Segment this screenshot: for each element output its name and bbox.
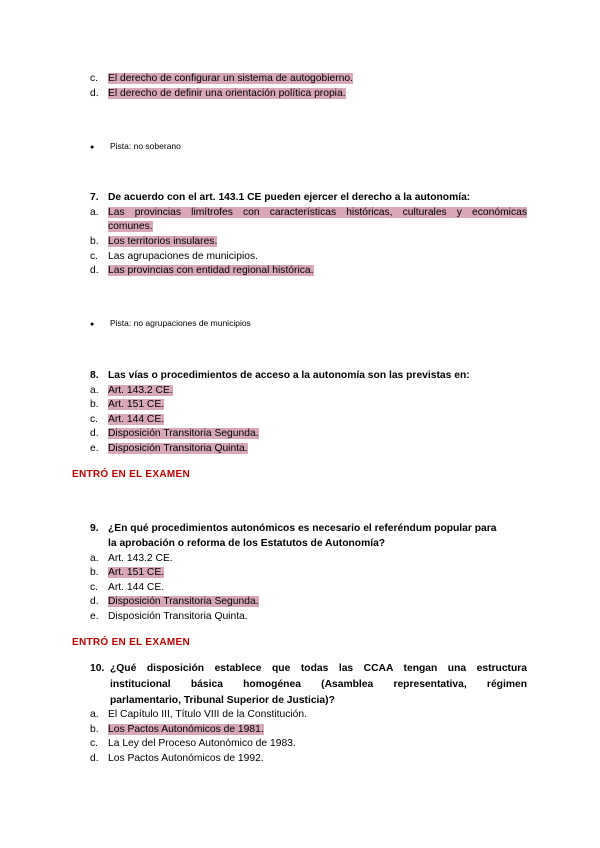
- option-text: El derecho de configurar un sistema de autogobierno.: [108, 73, 353, 84]
- option-letter: b.: [90, 399, 99, 410]
- question-text-line1: ¿Qué disposición establece que todas las CCAA tengan una estructura: [110, 663, 527, 674]
- question-text-line3: parlamentario, Tribunal Superior de Justicia)?: [110, 695, 335, 706]
- q7-option-d: [90, 264, 314, 278]
- option-letter: e.: [90, 443, 99, 454]
- option-text: Art. 151 CE.: [108, 567, 165, 578]
- option-letter: c.: [90, 414, 99, 425]
- question-number: 9.: [90, 523, 99, 534]
- option-text-line2: comunes.: [108, 221, 153, 232]
- q9-question-cont: [108, 536, 385, 551]
- bullet-icon: ●: [90, 144, 95, 151]
- question-number: 8.: [90, 370, 99, 381]
- option-letter: a.: [90, 385, 99, 396]
- option-text: Las agrupaciones de municipios.: [108, 251, 258, 262]
- option-text: Art. 143.2 CE.: [108, 553, 173, 564]
- option-text: Las provincias con entidad regional histórica.: [108, 265, 314, 276]
- q10-option-c: [90, 737, 296, 751]
- exam-note: ENTRÓ EN EL EXAMEN: [72, 469, 191, 480]
- q6-option-c: [90, 72, 353, 86]
- q8-option-d: [90, 427, 259, 441]
- option-text: Art. 144 CE.: [108, 582, 165, 593]
- option-letter: d.: [90, 753, 99, 764]
- option-text: Art. 144 CE.: [108, 414, 165, 425]
- q7-hint: [90, 317, 251, 331]
- question-number: 10.: [90, 663, 105, 674]
- question-text-line1: ¿En qué procedimientos autonómicos es necesario el referéndum popular para: [108, 523, 497, 534]
- option-text: Disposición Transitoria Quinta.: [108, 443, 248, 454]
- hint-text: Pista: no soberano: [110, 141, 181, 151]
- option-letter: c.: [90, 582, 99, 593]
- question-text: Las vías o procedimientos de acceso a la autonomía son las previstas en:: [108, 370, 470, 381]
- q9-question: [90, 521, 497, 536]
- q8-option-e: [90, 442, 248, 456]
- option-letter: b.: [90, 724, 99, 735]
- option-letter: a.: [90, 709, 99, 720]
- q10-option-b: [90, 723, 264, 737]
- q7-option-a: [90, 206, 527, 234]
- option-text: Disposición Transitoria Segunda.: [108, 428, 259, 439]
- option-text: Art. 151 CE.: [108, 399, 165, 410]
- q7-option-b: [90, 235, 217, 249]
- q8-option-a: [90, 384, 173, 398]
- q9-option-d: [90, 595, 259, 609]
- q7-question: [90, 190, 470, 205]
- option-text: Los territorios insulares.: [108, 236, 218, 247]
- option-letter: a.: [90, 207, 99, 218]
- option-letter: c.: [90, 73, 99, 84]
- q7-option-c: [90, 250, 258, 264]
- option-text: El derecho de definir una orientación política propia.: [108, 88, 346, 99]
- q10-option-d: [90, 752, 264, 766]
- q9-option-b: [90, 566, 164, 580]
- option-letter: d.: [90, 265, 99, 276]
- question-text-line2: la aprobación o reforma de los Estatutos de Autonomía?: [108, 538, 386, 549]
- option-text: El Capítulo III, Título VIII de la Constitución.: [108, 709, 307, 720]
- option-text: Los Pactos Autonómicos de 1981.: [108, 724, 264, 735]
- question-number: 7.: [90, 192, 99, 203]
- q6-option-d: [90, 87, 346, 101]
- option-letter: d.: [90, 596, 99, 607]
- option-letter: c.: [90, 738, 99, 749]
- q10-option-a: [90, 708, 307, 722]
- option-text: Disposición Transitoria Segunda.: [108, 596, 259, 607]
- option-text-line1: Las provincias limítrofes con características históricas, culturales y económicas: [108, 207, 527, 218]
- option-text: Art. 143.2 CE.: [108, 385, 173, 396]
- option-letter: d.: [90, 88, 99, 99]
- q10-question: [90, 661, 527, 709]
- option-letter: c.: [90, 251, 99, 262]
- option-letter: a.: [90, 553, 99, 564]
- option-letter: d.: [90, 428, 99, 439]
- q9-option-c: [90, 581, 164, 595]
- q8-option-c: [90, 413, 164, 427]
- q9-option-a: [90, 552, 173, 566]
- exam-note: ENTRÓ EN EL EXAMEN: [72, 637, 191, 648]
- question-text-line2: institucional básica homogénea (Asamblea representativa, régimen: [110, 679, 527, 690]
- option-text: La Ley del Proceso Autonómico de 1983.: [108, 738, 296, 749]
- bullet-icon: ●: [90, 321, 95, 328]
- option-text: Disposición Transitoria Quinta.: [108, 611, 248, 622]
- option-letter: b.: [90, 567, 99, 578]
- question-text: De acuerdo con el art. 143.1 CE pueden ejercer el derecho a la autonomía:: [108, 192, 471, 203]
- q8-option-b: [90, 398, 164, 412]
- q8-question: [90, 368, 470, 383]
- option-text: Los Pactos Autonómicos de 1992.: [108, 753, 264, 764]
- q6-hint: [90, 140, 181, 154]
- q9-option-e: [90, 610, 248, 624]
- hint-text: Pista: no agrupaciones de municipios: [110, 318, 251, 328]
- option-letter: b.: [90, 236, 99, 247]
- option-letter: e.: [90, 611, 99, 622]
